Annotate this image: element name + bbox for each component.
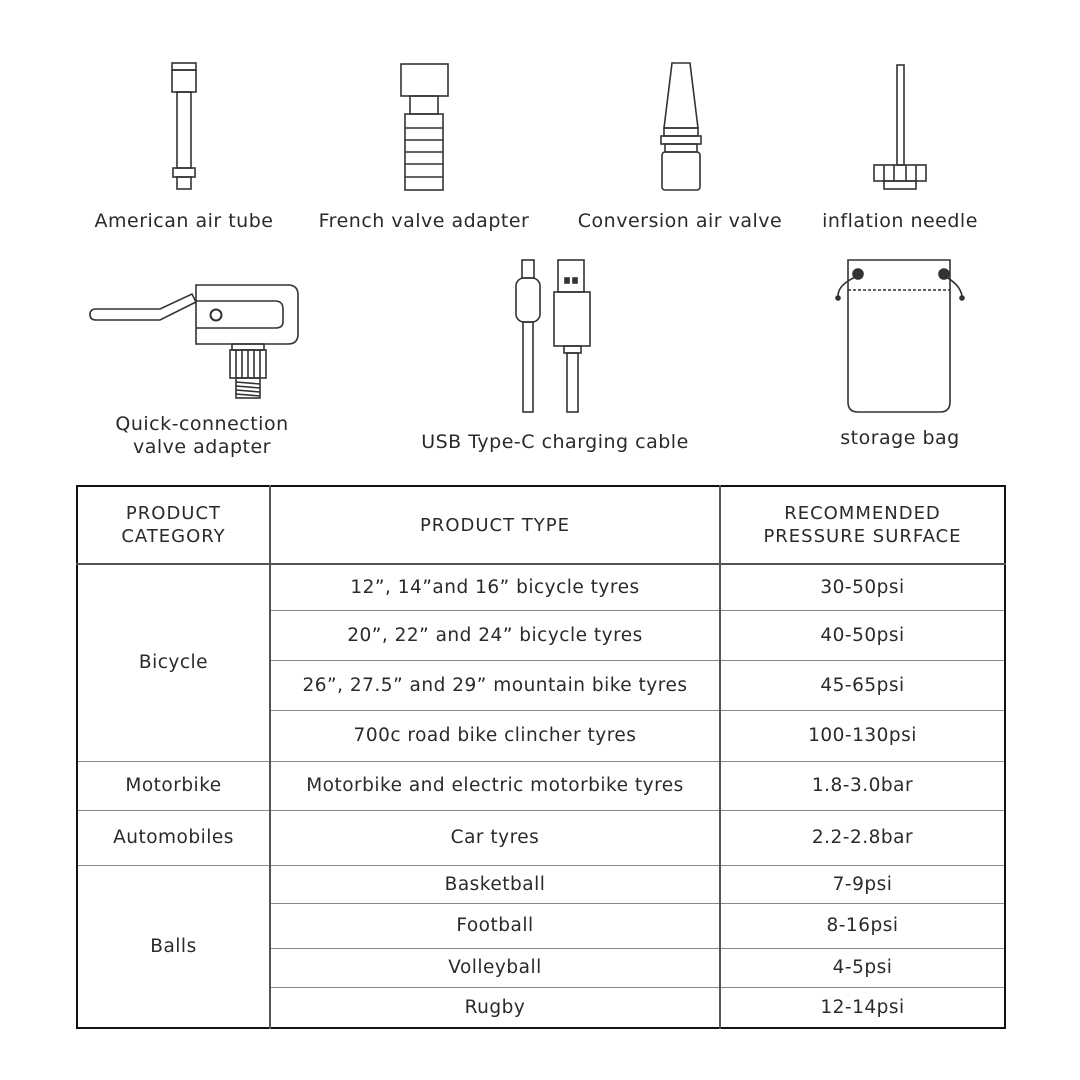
pressure-cell: 8-16psi xyxy=(720,903,1005,948)
pressure-cell: 30-50psi xyxy=(720,564,1005,610)
product-type-cell: 20”, 22” and 24” bicycle tyres xyxy=(270,610,720,660)
accessory-label-line1: Quick-connection xyxy=(115,413,289,435)
pressure-cell: 12-14psi xyxy=(720,987,1005,1028)
pressure-table xyxy=(76,485,1006,1029)
accessory-label: storage bag xyxy=(840,427,960,449)
pressure-cell: 7-9psi xyxy=(720,865,1005,903)
accessory-label xyxy=(92,413,312,459)
accessory-label: French valve adapter xyxy=(318,210,530,232)
pressure-cell: 1.8-3.0bar xyxy=(720,761,1005,810)
pressure-cell: 4-5psi xyxy=(720,948,1005,987)
usb-type-c-cable-icon xyxy=(510,256,600,416)
accessory-label: USB Type-C charging cable xyxy=(421,431,689,453)
pressure-cell: 40-50psi xyxy=(720,610,1005,660)
product-type-cell: Motorbike and electric motorbike tyres xyxy=(270,761,720,810)
pressure-cell: 45-65psi xyxy=(720,660,1005,710)
category-cell: Automobiles xyxy=(77,810,270,865)
product-type-cell: Car tyres xyxy=(270,810,720,865)
product-type-cell: 700c road bike clincher tyres xyxy=(270,710,720,761)
product-type-cell: Volleyball xyxy=(270,948,720,987)
american-air-tube-icon xyxy=(164,60,204,195)
table-row xyxy=(77,810,1005,865)
category-cell: Balls xyxy=(77,865,270,1028)
product-type-cell: Basketball xyxy=(270,865,720,903)
product-type-cell: Rugby xyxy=(270,987,720,1028)
conversion-air-valve-icon xyxy=(656,60,706,194)
product-type-cell: 26”, 27.5” and 29” mountain bike tyres xyxy=(270,660,720,710)
table-row xyxy=(77,564,1005,610)
header-recommended-pressure: RECOMMENDED PRESSURE SURFACE xyxy=(720,486,1005,564)
accessory-label-line2: valve adapter xyxy=(133,436,271,458)
inflation-needle-icon xyxy=(870,62,930,194)
table-row xyxy=(77,865,1005,903)
category-cell: Motorbike xyxy=(77,761,270,810)
accessory-label: Conversion air valve xyxy=(577,210,783,232)
french-valve-adapter-icon xyxy=(398,62,452,194)
accessory-label: inflation needle xyxy=(822,210,978,232)
accessory-label: American air tube xyxy=(94,210,274,232)
pressure-cell: 100-130psi xyxy=(720,710,1005,761)
pressure-cell: 2.2-2.8bar xyxy=(720,810,1005,865)
storage-bag-icon xyxy=(832,256,972,416)
category-cell: Bicycle xyxy=(77,564,270,761)
header-product-type: PRODUCT TYPE xyxy=(270,486,720,564)
product-type-cell: Football xyxy=(270,903,720,948)
table-row xyxy=(77,761,1005,810)
product-type-cell: 12”, 14”and 16” bicycle tyres xyxy=(270,564,720,610)
quick-connection-valve-adapter-icon xyxy=(88,282,303,402)
header-product-category: PRODUCT CATEGORY xyxy=(77,486,270,564)
